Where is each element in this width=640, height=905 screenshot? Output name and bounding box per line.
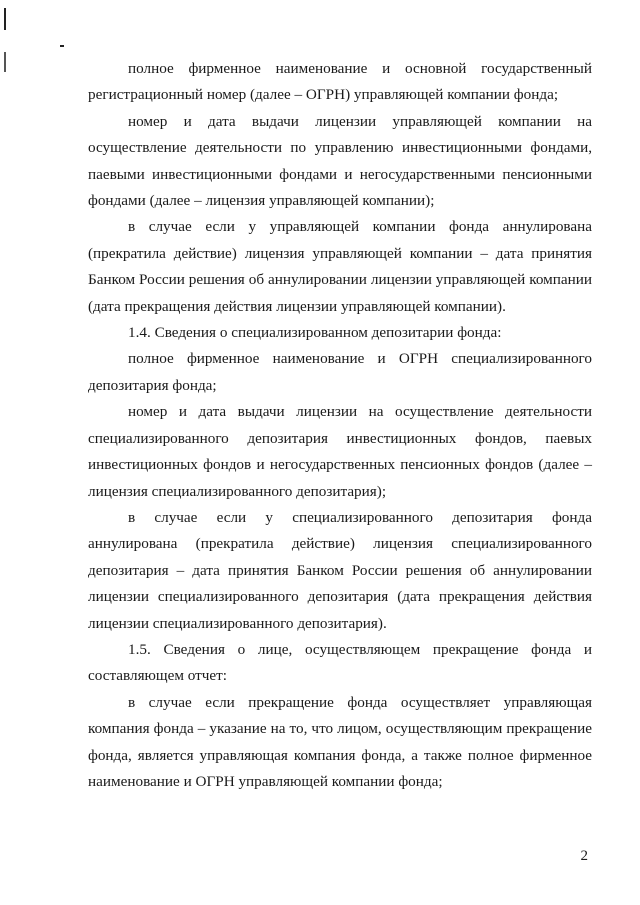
scan-artifact-mark bbox=[60, 45, 64, 47]
paragraph-uk-license: номер и дата выдачи лицензии управляющей компании на осуществление деятельности по управлению инвестиционными фондами, паевыми инвестиционными фондами и негосударственными пенсионными фондами (далее – лицензия управляющей компании); bbox=[88, 112, 592, 210]
paragraph-uk-license-annulment: в случае если у управляющей компании фонда аннулирована (прекратила действие) лицензия управляющей компании – дата принятия Банком России решения об аннулировании лицензии управляющей компании (дата прекращения действия лицензии управляющей компании). bbox=[88, 218, 592, 315]
paragraph-depositary-name: полное фирменное наименование и ОГРН специализированного депозитария фонда; bbox=[88, 350, 592, 394]
paragraph-depositary-license: номер и дата выдачи лицензии на осуществление деятельности специализированного депозитария инвестиционных фондов, паевых инвестиционных фондов и негосударственных пенсионных фондов (далее – лицензия специализированного депозитария); bbox=[88, 403, 592, 500]
scan-artifact-mark bbox=[4, 52, 6, 72]
section-heading-1-5: 1.5. Сведения о лице, осуществляющем прекращение фонда и составляющем отчет: bbox=[88, 640, 592, 685]
scan-artifact-mark bbox=[4, 8, 6, 30]
paragraph-uk-name: полное фирменное наименование и основной государственный регистрационный номер (далее – ОГРН) управляющей компании фонда; bbox=[88, 60, 592, 104]
document-body bbox=[88, 56, 592, 795]
page-number: 2 bbox=[580, 848, 588, 864]
paragraph-depositary-license-annulment: в случае если у специализированного депозитария фонда аннулирована (прекратила действие) лицензия специализированного депозитария – дата принятия Банком России решения об аннулировании лицензии специализированного депозитария (дата прекращения действия лицензии специализированного депозитария). bbox=[88, 508, 592, 632]
section-heading-1-4: 1.4. Сведения о специализированном депозитарии фонда: bbox=[128, 324, 502, 342]
paragraph-terminating-party: в случае если прекращение фонда осуществляет управляющая компания фонда – указание на то, что лицом, осуществляющим прекращение фонда, является управляющая компания фонда, а также полное фирменное наименование и ОГРН управляющей компании фонда; bbox=[88, 693, 592, 790]
